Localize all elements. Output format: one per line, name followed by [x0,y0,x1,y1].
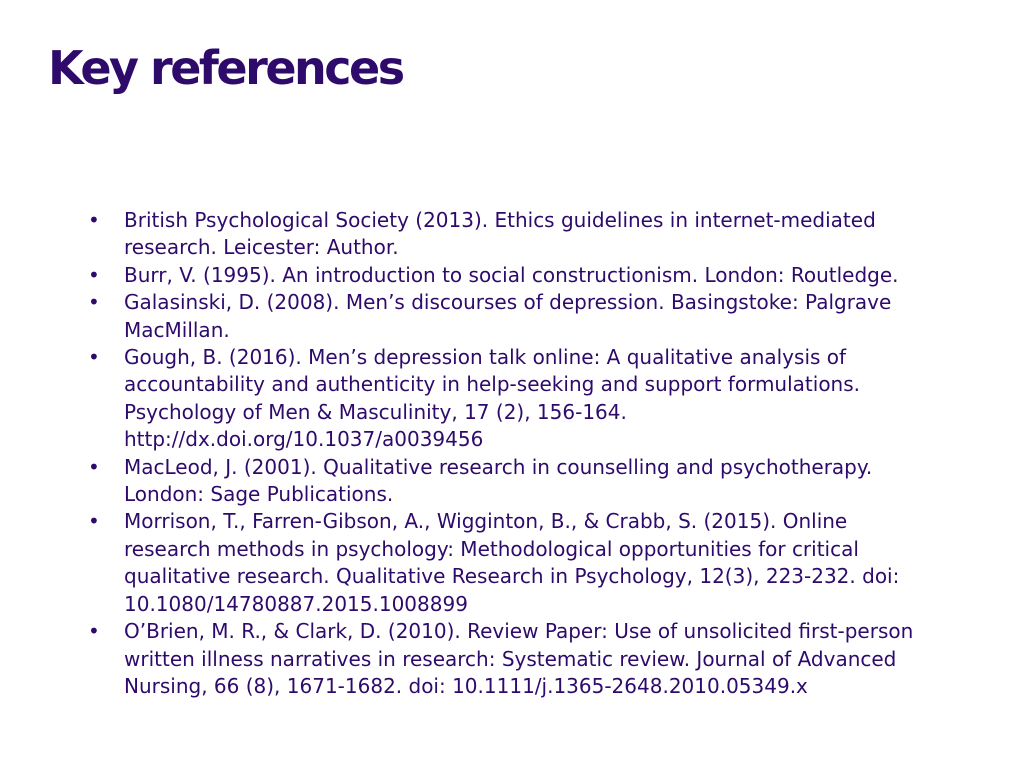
bullet-icon: • [88,262,100,287]
reference-text: O’Brien, M. R., & Clark, D. (2010). Review Paper: Use of unsolicited first-person written illness narratives in research: Systematic review. Journal of Advanced Nursing, 66 (8), 1671-1682. doi: 10.1111/j.1365-2648.2010.05349.x [124,619,914,698]
reference-item [88,618,938,700]
reference-text: MacLeod, J. (2001). Qualitative research in counselling and psychotherapy. London: Sage Publications. [124,454,873,507]
bullet-icon: • [88,208,100,232]
bullet-icon: • [88,345,100,370]
reference-item [88,262,938,289]
slide-title: Key references [48,41,403,95]
reference-list [88,207,938,700]
bullet-icon: • [88,290,100,315]
reference-item [88,344,938,454]
reference-item [88,289,938,344]
reference-item [88,454,938,509]
reference-item [88,207,938,262]
reference-text: Morrison, T., Farren-Gibson, A., Wigginton, B., & Crabb, S. (2015). Online research methods in psychology: Methodological opportunities for critical qualitative research. Qualitative Research in Psychology, 12(3), 223-232. doi: 10.1080/14780887.2015.1008899 [124,509,900,616]
reference-text: Gough, B. (2016). Men’s depression talk online: A qualitative analysis of accountability and authenticity in help-seeking and support formulations. Psychology of Men & Masculinity, 17 (2), 156-164. http://dx.doi.org/10.1037/a0039456 [124,345,861,452]
reference-text: Galasinski, D. (2008). Men’s discourses of depression. Basingstoke: Palgrave MacMillan. [124,290,892,342]
reference-item [88,508,938,618]
reference-text: British Psychological Society (2013). Ethics guidelines in internet-mediated research. Leicester: Author. [124,208,876,260]
reference-text: Burr, V. (1995). An introduction to social constructionism. London: Routledge. [124,262,899,287]
bullet-icon: • [88,619,100,644]
bullet-icon: • [88,509,100,534]
bullet-icon: • [88,454,100,479]
